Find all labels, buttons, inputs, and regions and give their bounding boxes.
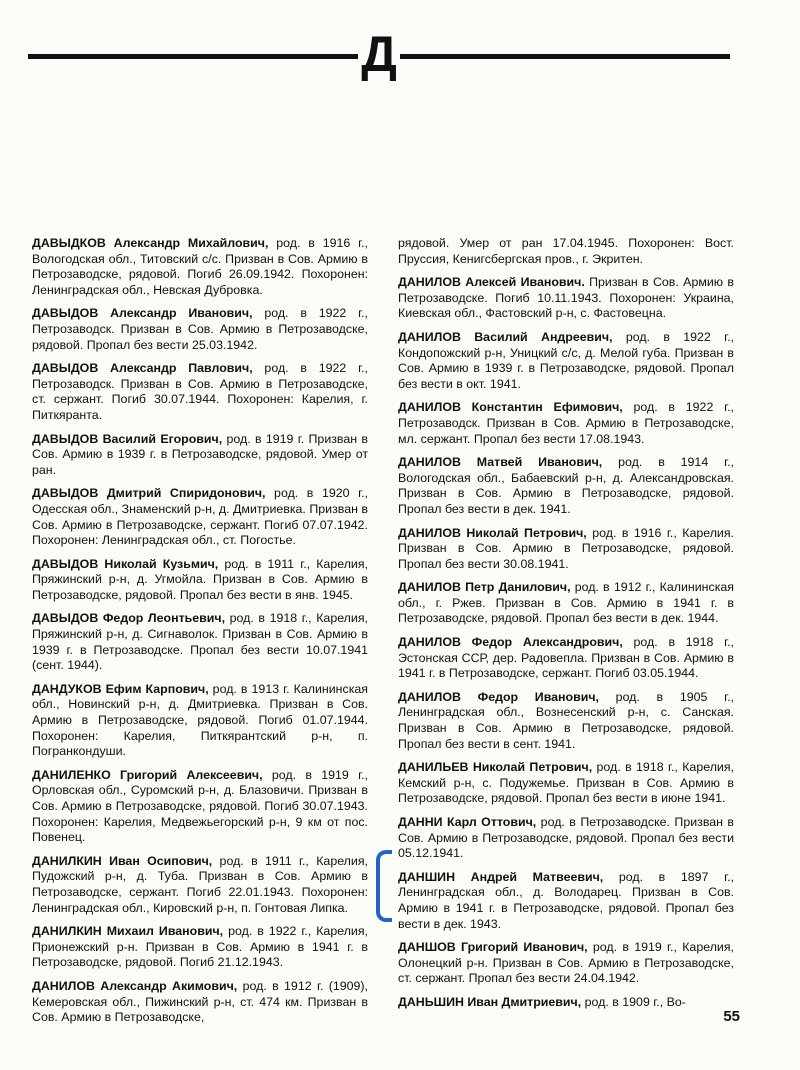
- entry-name: ДАВЫДОВ Николай Кузьмич,: [32, 556, 219, 571]
- entry-name: ДАНИЛОВ Петр Данилович,: [398, 580, 571, 595]
- entry: [398, 275, 734, 322]
- entry-text: род. в 1920 г., Одесская обл., Знаменский р-н, д. Дмитриевка. Призван в Сов. Армию в Петрозаводске, сержант. Погиб 07.07.1942. Похоронен: Ленинградская обл., ст. Погостье.: [32, 486, 368, 548]
- entry-name: ДАВЫДОВ Василий Егорович,: [32, 431, 223, 446]
- entry-name: ДАНИЛОВ Константин Ефимович,: [398, 400, 623, 415]
- entry-name: ДАНШИН Андрей Матвеевич,: [398, 869, 604, 884]
- entry-name: ДАНИЛОВ Василий Андреевич,: [398, 329, 613, 344]
- entry: [32, 979, 368, 1026]
- entry: [32, 768, 368, 846]
- entry-text: род. в 1897 г., Ленинградская обл., д. Володарец. Призван в Сов. Армию в 1941 г. в Петрозаводске, рядовой. Пропал без вести в дек. 1943.: [398, 869, 734, 931]
- entry-name: ДАНИЛКИН Михаил Иванович,: [32, 924, 224, 939]
- entry: [32, 236, 368, 298]
- entry-name: ДАВЫДКОВ Александр Михайлович,: [32, 236, 269, 250]
- entry: [398, 995, 734, 1011]
- entry: [398, 815, 734, 862]
- entry: [32, 432, 368, 479]
- entry: [32, 557, 368, 604]
- entry-text: род. в 1916 г., Карелия. Призван в Сов. Армию в Петрозаводске, рядовой. Пропал без вести 30.08.1941.: [398, 525, 735, 571]
- entry-text: род. в 1911 г., Карелия, Пряжинский р-н, д. Угмойла. Призван в Сов. Армию в Петрозаводске, рядовой. Пропал без вести в янв. 1945.: [32, 556, 368, 602]
- entry-text: род. в 1922 г., Петрозаводск. Призван в Сов. Армию в Петрозаводске, мл. сержант. Пропал без вести 17.08.1943.: [398, 400, 734, 446]
- header-rule-left: [28, 54, 358, 59]
- entry-name: ДАВЫДОВ Федор Леонтьевич,: [32, 611, 226, 626]
- entry: [398, 400, 734, 447]
- entry: [398, 635, 734, 682]
- right-column: [398, 236, 734, 1019]
- entry-name: ДАВЫДОВ Дмитрий Спиридонович,: [32, 486, 266, 501]
- entry-text: род. в 1919 г., Орловская обл., Суромский р-н, д. Блазовичи. Призван в Сов. Армию в Петрозаводске, рядовой. Погиб 30.07.1943. Похоронен: Карелия, Медвежьегорский р-н, 9 км от пос. Повенец.: [32, 767, 368, 845]
- entry-text: род. в 1919 г. Призван в Сов. Армию в 1939 г. в Петрозаводске, рядовой. Умер от ран.: [32, 431, 368, 477]
- entry-text: род. в 1918 г., Эстонская ССР, дер. Радовепла. Призван в Сов. Армию в 1941 г. в Петрозаводске, сержант. Погиб 03.05.1944.: [398, 635, 734, 681]
- entry-name: ДАНИЛОВ Федор Иванович,: [398, 689, 599, 704]
- entry-name: ДАННИ Карл Оттович,: [398, 815, 537, 829]
- entry-name: ДАНИЛЬЕВ Николай Петрович,: [398, 760, 593, 775]
- entry-name: ДАНИЛКИН Иван Осипович,: [32, 853, 213, 868]
- entry-text: род. в 1905 г., Ленинградская обл., Вознесенский р-н, с. Санская. Призван в Сов. Армию в Петрозаводске, рядовой. Пропал без вести в сент. 1941.: [398, 689, 735, 751]
- entry-name: ДАНИЛОВ Александр Акимович,: [32, 978, 238, 993]
- entry: [398, 526, 734, 573]
- entry: [32, 682, 368, 760]
- entry-text: род. в 1919 г., Карелия, Олонецкий р-н. Призван в Сов. Армию в Петрозаводске, ст. сержант. Пропал без вести 24.04.1942.: [398, 940, 734, 986]
- highlight-bracket-mark: [376, 850, 392, 922]
- entry: [398, 760, 734, 807]
- left-column: [32, 236, 368, 1034]
- entry: [398, 330, 734, 392]
- entry: [32, 611, 368, 673]
- entry-text: род. в 1914 г., Вологодская обл., Бабаевский р-н, д. Александровская. Призван в Сов. Армию в Петрозаводске, рядовой. Пропал без вести в дек. 1941.: [398, 455, 734, 516]
- entry: [398, 870, 734, 932]
- section-letter: Д: [361, 26, 397, 82]
- entry: [32, 306, 368, 353]
- entry-text: род. в 1909 г., Во-: [581, 994, 686, 1009]
- entry: [32, 361, 368, 423]
- entry: [398, 455, 734, 517]
- entry: [398, 690, 734, 752]
- entry-text: род. в 1922 г., Карелия, Прионежский р-н. Призван в Сов. Армию в 1941 г. в Петрозаводске, рядовой. Погиб 21.12.1943.: [32, 924, 368, 970]
- entry-name: ДАНЬШИН Иван Дмитриевич,: [398, 994, 582, 1009]
- entry-name: ДАВЫДОВ Александр Иванович,: [32, 306, 253, 321]
- entry-text: род. в 1916 г., Вологодская обл., Титовский с/с. Призван в Сов. Армию в Петрозаводске, рядовой. Погиб 26.09.1942. Похоронен: Ленинградская обл., Невская Дубровка.: [32, 236, 368, 297]
- entry-text: род. в Петрозаводске. Призван в Сов. Армию в Петрозаводске, рядовой. Пропал без вести 05.12.1941.: [398, 815, 735, 861]
- entry-name: ДАНДУКОВ Ефим Карпович,: [32, 681, 209, 696]
- entry-text: род. в 1912 г. (1909), Кемеровская обл., Пижинский р-н, ст. 474 км. Призван в Сов. Армию в Петрозаводске,: [32, 978, 368, 1025]
- entry-text: род. в 1918 г., Карелия, Кемский р-н, с. Подужемье. Призван в Сов. Армию в Петрозаводске, рядовой. Пропал без вести в июне 1941.: [398, 760, 734, 806]
- entry: [32, 854, 368, 916]
- entry-text: род. в 1922 г., Кондопожский р-н, Уницкий с/с, д. Мелой губа. Призван в Сов. Армию в 1939 г. в Петрозаводске, рядовой. Пропал без вести в окт. 1941.: [398, 329, 734, 391]
- entry: [398, 940, 734, 987]
- header-rule-right: [400, 54, 730, 59]
- entry-text: род. в 1922 г., Петрозаводск. Призван в Сов. Армию в Петрозаводске, ст. сержант. Погиб 30.07.1944. Похоронен: Карелия, г. Питкяранта.: [32, 361, 368, 422]
- entry-name: ДАНИЛОВ Алексей Иванович.: [398, 275, 585, 290]
- entry-text: род. в 1913 г. Калининская обл., Новинский р-н, д. Дмитриевка. Призван в Сов. Армию в Петрозаводске, рядовой. Погиб 01.07.1944. Похоронен: Карелия, Питкярантский р-н, п. Погранкондуши.: [32, 681, 368, 759]
- entry: [32, 924, 368, 971]
- entry-text: Призван в Сов. Армию в Петрозаводске. Погиб 10.11.1943. Похоронен: Украина, Киевская обл., Фастовский р-н, с. Фастовецна.: [398, 275, 734, 321]
- entry-text: род. в 1922 г., Петрозаводск. Призван в Сов. Армию в Петрозаводске, рядовой. Пропал без вести 25.03.1942.: [32, 306, 368, 352]
- entry: [398, 580, 734, 627]
- entry-text: род. в 1912 г., Калининская обл., г. Ржев. Призван в Сов. Армию в 1941 г. в Петрозаводске, рядовой. Пропал без вести в дек. 1944.: [398, 580, 734, 626]
- page-number: 55: [723, 1008, 740, 1025]
- entry-name: ДАНИЛОВ Николай Петрович,: [398, 525, 587, 540]
- entry-text: род. в 1911 г., Карелия, Пудожский р-н, д. Туба. Призван в Сов. Армию в Петрозаводске, сержант. Погиб 22.01.1943. Похоронен: Ленинградская обл., Кировский р-н, п. Гонтовая Липка.: [32, 853, 368, 915]
- entry-text: рядовой. Умер от ран 17.04.1945. Похоронен: Вост. Пруссия, Кенигсбергская пров., г. Экритен.: [398, 236, 734, 266]
- entry-text: род. в 1918 г., Карелия, Пряжинский р-н, д. Сигнаволок. Призван в Сов. Армию в 1939 г. в Петрозаводске. Пропал без вести 10.07.1941 (сент. 1944).: [32, 611, 368, 673]
- entry: [32, 486, 368, 548]
- entry-name: ДАНИЛОВ Матвей Иванович,: [398, 455, 603, 470]
- entry-name: ДАНШОВ Григорий Иванович,: [398, 940, 588, 955]
- entry: [398, 236, 734, 267]
- entry-name: ДАНИЛЕНКО Григорий Алексеевич,: [32, 767, 263, 782]
- entry-name: ДАНИЛОВ Федор Александрович,: [398, 635, 623, 650]
- entry-name: ДАВЫДОВ Александр Павлович,: [32, 361, 253, 376]
